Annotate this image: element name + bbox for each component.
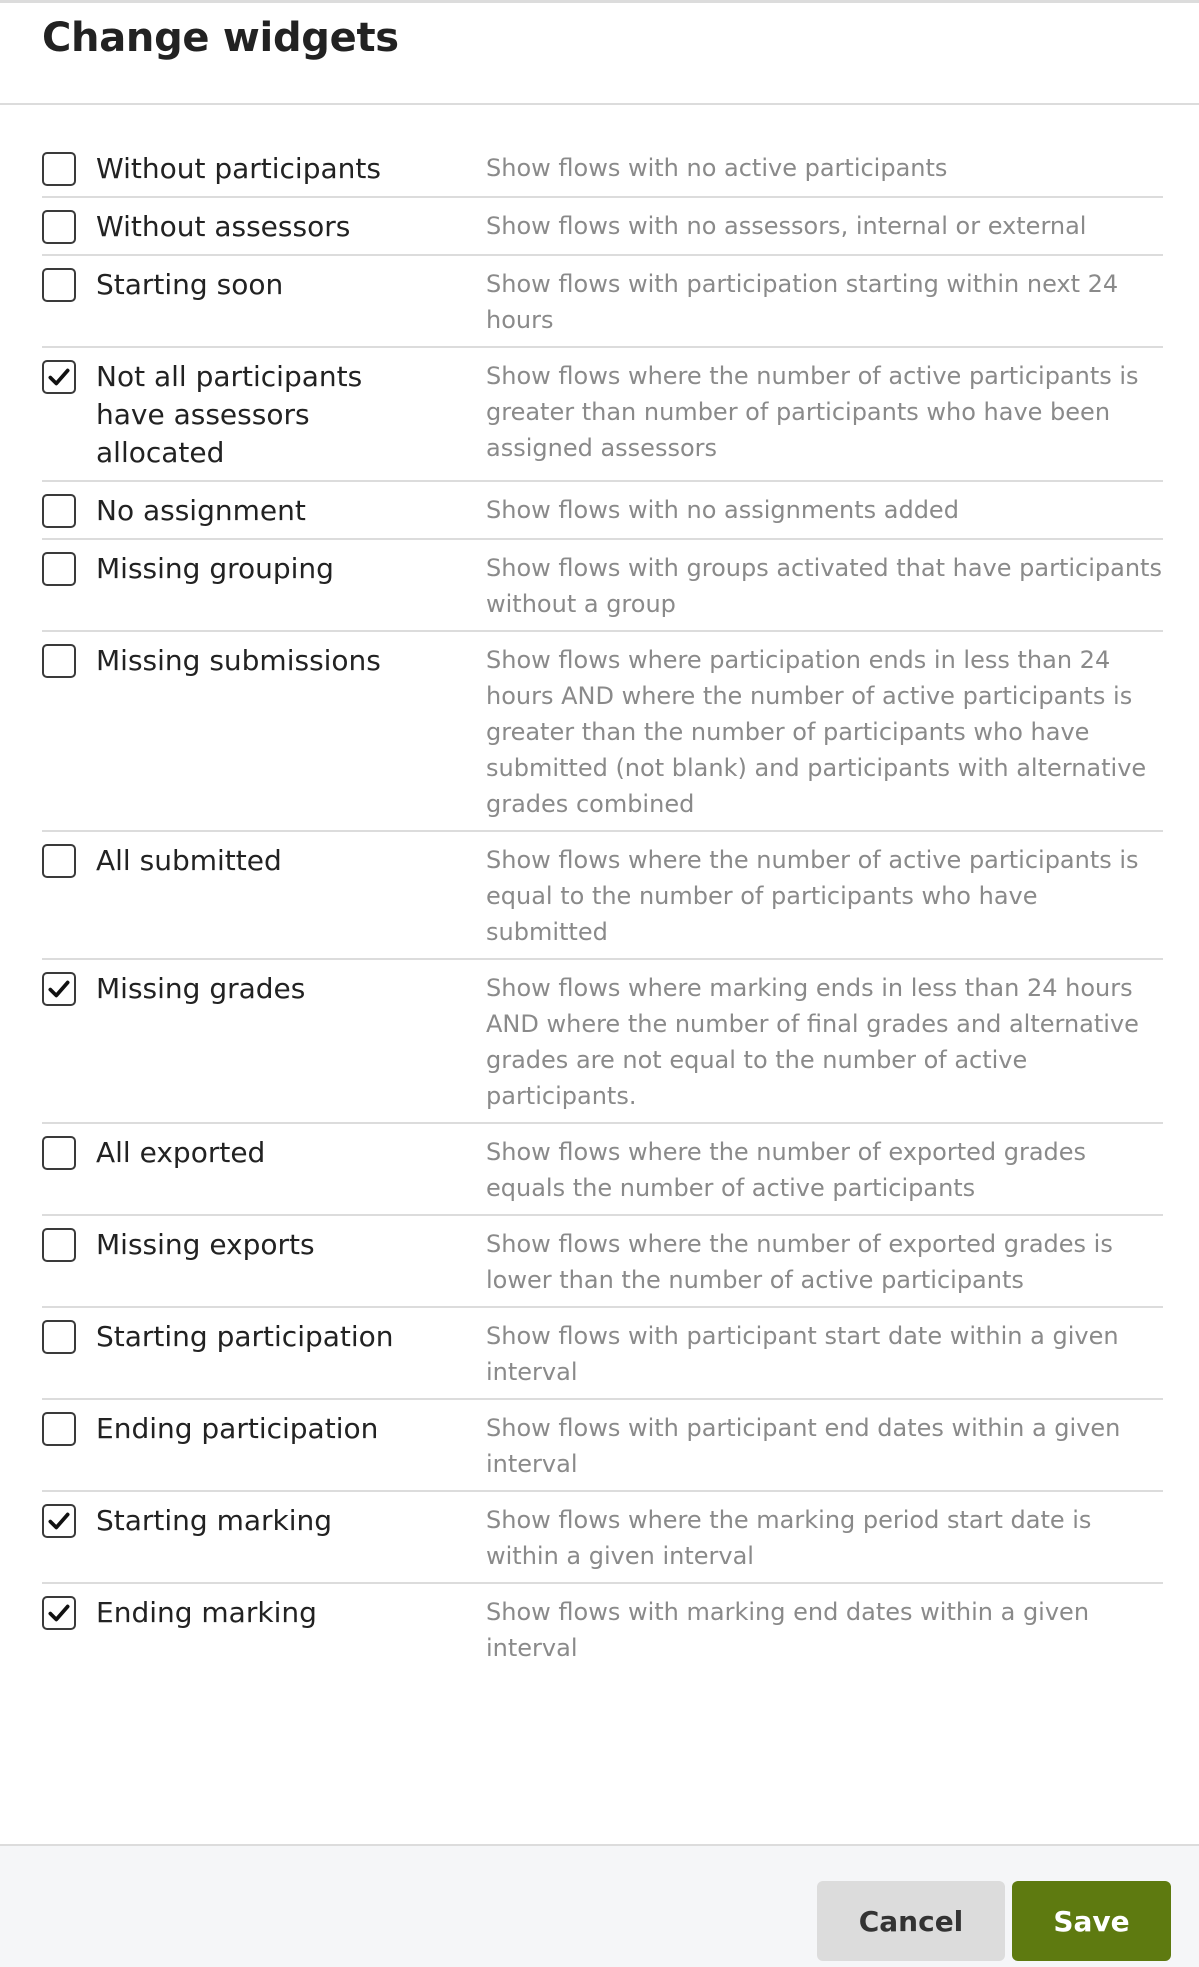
widget-label[interactable]: Missing grouping (96, 552, 334, 585)
widget-option (42, 1134, 486, 1172)
widget-checkbox[interactable] (42, 552, 76, 586)
widget-option (42, 1226, 486, 1264)
widget-checkbox[interactable] (42, 844, 76, 878)
widget-checkbox[interactable] (42, 1504, 76, 1538)
widget-option (42, 1410, 486, 1448)
widget-checkbox[interactable] (42, 1596, 76, 1630)
widget-description: Show flows with participant start date within a given interval (486, 1322, 1119, 1386)
widget-label[interactable]: Missing grades (96, 972, 306, 1005)
widget-description: Show flows where the number of exported grades is lower than the number of active participants (486, 1230, 1113, 1294)
widget-row (42, 256, 1163, 348)
widget-option (42, 642, 486, 680)
widget-label[interactable]: All exported (96, 1136, 266, 1169)
widget-row (42, 348, 1163, 482)
widget-option (42, 358, 486, 472)
widget-description: Show flows where participation ends in less than 24 hours AND where the number of active participants is greater than the number of participants who have submitted (not blank) and participants with alternative grades combined (486, 646, 1147, 818)
widget-checkbox[interactable] (42, 494, 76, 528)
widget-description: Show flows with no active participants (486, 154, 948, 182)
widget-description: Show flows where the number of exported grades equals the number of active participants (486, 1138, 1087, 1202)
widget-description: Show flows with no assessors, internal or external (486, 212, 1087, 240)
widget-label[interactable]: No assignment (96, 494, 306, 527)
check-icon (46, 1508, 72, 1534)
widget-description: Show flows with marking end dates within a given interval (486, 1598, 1090, 1662)
widget-label[interactable]: Missing exports (96, 1228, 315, 1261)
widget-row (42, 1492, 1163, 1584)
widget-description: Show flows where the marking period start date is within a given interval (486, 1506, 1092, 1570)
check-icon (46, 364, 72, 390)
widget-option (42, 492, 486, 530)
widget-label[interactable]: Starting participation (96, 1320, 394, 1353)
cancel-button[interactable]: Cancel (817, 1881, 1005, 1961)
dialog-footer (0, 1844, 1199, 1967)
widget-description: Show flows where the number of active participants is equal to the number of participants who have submitted (486, 846, 1139, 946)
widget-label[interactable]: Without participants (96, 152, 381, 185)
widget-checkbox[interactable] (42, 972, 76, 1006)
widget-description: Show flows with groups activated that have participants without a group (486, 554, 1162, 618)
widget-option (42, 1502, 486, 1540)
widget-row (42, 540, 1163, 632)
widget-checkbox[interactable] (42, 644, 76, 678)
widget-checkbox[interactable] (42, 1136, 76, 1170)
widget-description: Show flows with no assignments added (486, 496, 959, 524)
widget-row (42, 198, 1163, 256)
widget-row (42, 140, 1163, 198)
widget-row (42, 1400, 1163, 1492)
widget-row (42, 960, 1163, 1124)
widget-label[interactable]: Ending participation (96, 1412, 379, 1445)
widget-checkbox[interactable] (42, 1412, 76, 1446)
widget-list (0, 105, 1199, 1674)
check-icon (46, 976, 72, 1002)
widget-row (42, 832, 1163, 960)
widget-row (42, 482, 1163, 540)
widget-row (42, 1124, 1163, 1216)
widget-label[interactable]: All submitted (96, 844, 282, 877)
widget-checkbox[interactable] (42, 1228, 76, 1262)
widget-label[interactable]: Starting soon (96, 268, 284, 301)
widget-option (42, 842, 486, 880)
widget-row (42, 632, 1163, 832)
widget-label[interactable]: Starting marking (96, 1504, 333, 1537)
save-button[interactable]: Save (1012, 1881, 1171, 1961)
widget-label[interactable]: Ending marking (96, 1596, 317, 1629)
widget-checkbox[interactable] (42, 360, 76, 394)
widget-option (42, 1318, 486, 1356)
widget-checkbox[interactable] (42, 210, 76, 244)
widget-description: Show flows where the number of active participants is greater than number of participants who have been assigned assessors (486, 362, 1139, 462)
widget-row (42, 1216, 1163, 1308)
widget-checkbox[interactable] (42, 1320, 76, 1354)
widget-option (42, 208, 486, 246)
widget-option (42, 266, 486, 304)
widget-option (42, 150, 486, 188)
widget-option (42, 1594, 486, 1632)
widget-label[interactable]: Missing submissions (96, 644, 381, 677)
widget-option (42, 550, 486, 588)
widget-label[interactable]: Without assessors (96, 210, 351, 243)
widget-row (42, 1584, 1163, 1674)
widget-description: Show flows with participation starting within next 24 hours (486, 270, 1119, 334)
widget-option (42, 970, 486, 1008)
widget-description: Show flows with participant end dates within a given interval (486, 1414, 1121, 1478)
widget-row (42, 1308, 1163, 1400)
widget-description: Show flows where marking ends in less than 24 hours AND where the number of final grades and alternative grades are not equal to the number of active participants. (486, 974, 1139, 1110)
widget-checkbox[interactable] (42, 152, 76, 186)
dialog-title: Change widgets (42, 15, 399, 61)
widget-checkbox[interactable] (42, 268, 76, 302)
dialog-header (0, 3, 1199, 105)
check-icon (46, 1600, 72, 1626)
widget-label[interactable]: Not all participants have assessors allocated (96, 360, 363, 469)
